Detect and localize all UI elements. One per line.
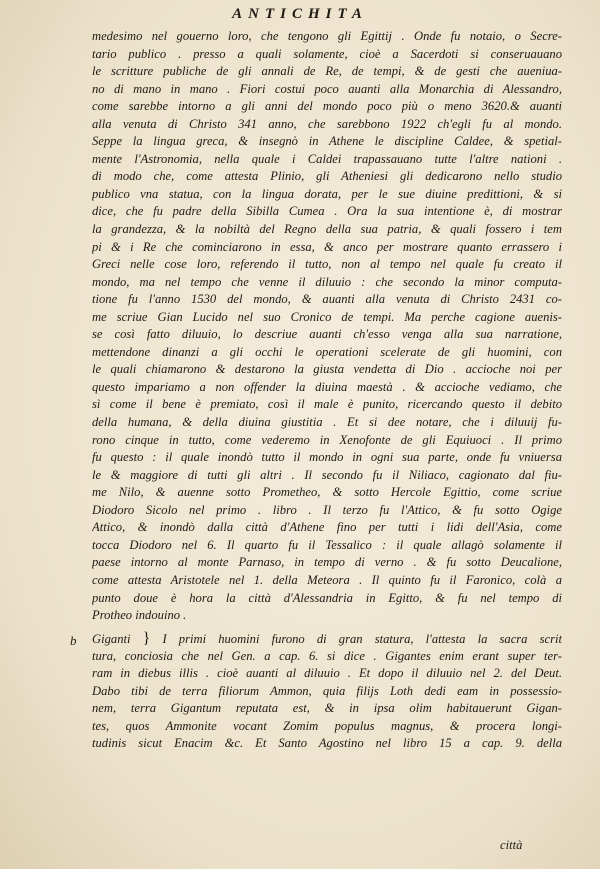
text-line: paese intorno al monte Parnaso, in tempo di verno . & fu sotto Deucalione, (92, 555, 562, 570)
text-line: me Nilo, & auenne sotto Prometheo, & sotto Hercole Egittio, come scriue (92, 485, 562, 500)
annotation-line: Dabo tibi de terra filiorum Ammon, quia filijs Loth dedi eam in possessio- (92, 683, 562, 698)
text-line: mettendone dinanzi a gli occhi le operationi scelerate de gli huomini, con (92, 344, 562, 359)
text-line: Greci nelle cose loro, referendo il tutto, non al tempo nel quale fu creato il (92, 257, 562, 272)
text-line: no di mano in mano . Fiori costui poco auanti alla Monarchia di Alessandro, (92, 81, 562, 96)
text-line: fu questo : il quale inondò tutto il mondo in ogni sua parte, onde fu vniuersa (92, 450, 562, 465)
text-line: questo impariamo a non offender la diuina maestà . & accioche vediamo, che (92, 379, 562, 394)
text-line: se così fatto diluuio, lo descriue auanti ch'esso venga alla sua narratione, (92, 327, 562, 342)
annotation-line: tura, conciosia che nel Gen. a cap. 6. si dice . Gigantes enim erant super ter- (92, 648, 562, 663)
running-header: ANTICHITA (232, 6, 368, 22)
text-line: come attesta Aristotele nel 1. della Meteora . Il quinto fu il Faronico, colà a (92, 572, 562, 587)
text-line: tione fu l'anno 1530 del mondo, & auanti alla venuta di Christo 2431 co- (92, 292, 562, 307)
note-marker: b (70, 633, 77, 648)
text-line: dice, che fu padre della Sibilla Cumea . Ora la sua intentione è, di mostrar (92, 204, 562, 219)
text-line: alla venuta di Christo 341 anno, che sarebbono 1922 ch'egli fu al mondo. (92, 116, 562, 131)
text-line: le quali chiamarono & destarono la giusta vendetta di Dio . accioche noi per (92, 362, 562, 377)
annotation-line: tudinis sicut Enacim &c. Et Santo Agostino nel libro 15 a cap. 9. della (92, 736, 562, 751)
text-line: di modo che, come attesta Plinio, gli Atheniesi gli dedicarono nello studio (92, 169, 562, 184)
text-line: mondo, ma nel tempo che venne il diluuio : che secondo la minor computa- (92, 274, 562, 289)
text-line: Diodoro Sicolo nel primo . libro . Il terzo fu l'Attico, & fu sotto Ogige (92, 502, 562, 517)
text-line: tocca Diodoro nel 6. Il quarto fu il Tessalico : il quale allagò solamente il (92, 537, 562, 552)
text-line: me scriue Gian Lucido nel suo Cronico de tempi. Ma perche cagione auenis- (92, 309, 562, 324)
text-line: della humana, & della diuina giustitia . Et si dee notare, che i diluuij fu- (92, 415, 562, 430)
main-text-block (92, 28, 562, 625)
text-line: le scritture publiche de gli annali de Re, de tempi, & de gesti che aueniua- (92, 64, 562, 79)
text-line: punto doue è hora la città d'Alessandria in Egitto, & fu nel tempo di (92, 590, 562, 605)
annotation-first-line (92, 630, 562, 648)
text-line: Attico, & inondò dalla città d'Athene fino per tutti i lidi dell'Asia, come (92, 520, 562, 535)
annotation-line: nem, terra Gigantum reputata est, & in ipsa olim habitauerunt Gigan- (92, 701, 562, 716)
text-line: rono cinque in tutto, come vederemo in Xenofonte de gli Equiuoci . Il primo (92, 432, 562, 447)
text-line: medesimo nel gouerno loro, che tengono gli Egittij . Onde fu notaio, o Secre- (92, 29, 562, 43)
text-line: come sarebbe intorno a gli anni del mondo poco più o meno 3620.& auanti (92, 99, 562, 114)
text-line: le & maggiore di tutti gli altri . Il secondo fu il Niliaco, cagionato dal fiu- (92, 467, 562, 482)
text-line: mente l'Astronomia, nella quale i Caldei trapassauano tutte l'altre nationi . (92, 151, 562, 166)
text-line: sì come il bene è premiato, così il male è punito, ricercando questo il debito (92, 397, 562, 412)
annotation-term: Giganti (92, 632, 131, 646)
annotation-block (92, 630, 562, 753)
annotation-line: I primi huomini furono di gran statura, l'attesta la sacra scrit (162, 632, 562, 646)
text-line: pi & i Re che cominciarono in essa, & anco per mostrare quanto errassero i (92, 239, 562, 254)
catchword: città (500, 838, 523, 852)
text-line: la grandezza, & la nobiltà del Regno della sua patria, & quali fossero i tem (92, 222, 562, 237)
text-line: Seppe la lingua greca, & insegnò in Athene le discipline Caldee, & spetial- (92, 134, 562, 149)
annotation-line: tes, quos Ammonite vocant Zomim populus magnus, & procera longi- (92, 718, 562, 733)
brace-glyph: } (142, 630, 151, 647)
text-line: tario publico . presso a quali solamente, cioè a Sacerdoti si conseruauano (92, 46, 562, 61)
text-line: Protheo indouino . (92, 608, 187, 623)
annotation-line: ram in diebus illis . cioè auanti al diluuio . Et dopo il diluuio nel 2. del Deut. (92, 666, 562, 681)
text-line: publico vna statua, con la lingua dorata, per le sue diuine predittioni, & si (92, 186, 562, 201)
